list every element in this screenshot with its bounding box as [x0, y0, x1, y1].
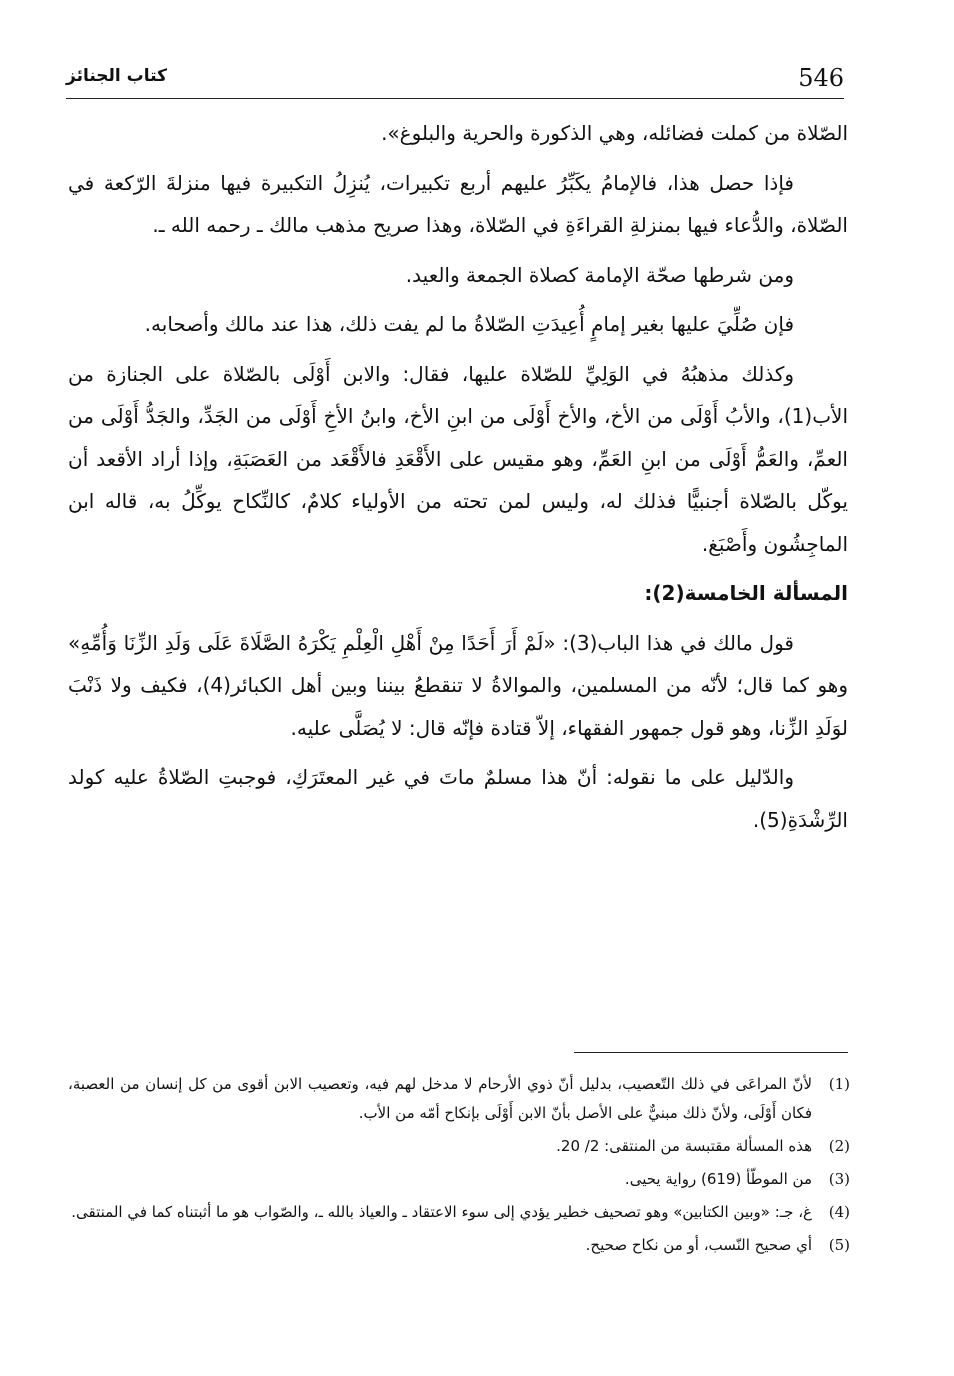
footnote-separator: [574, 1052, 848, 1053]
footnote: [68, 1165, 850, 1194]
footnote-number: (5): [828, 1236, 850, 1254]
paragraph: ومن شرطها صحّة الإمامة كصلاة الجمعة والعيد.: [405, 262, 794, 287]
footnote: [68, 1231, 850, 1260]
paragraph: قول مالك في هذا الباب(3): «لَمْ أَرَ أَحَدًا مِنْ أَهْلِ الْعِلْمِ يَكْرَهُ الصَّلَاةَ عَلَى وَلَدِ الزِّنَا وَأُمِّهِ» وهو كما قال؛ لأنّه من المسلمين، والموالاةُ لا تنقطعُ بيننا وبين أهل الكبائر(4)، فكيف ولا ذَنْبَ لوَلَدِ الزِّنا، وهو قول جمهور الفقهاء، إلاّ قتادة فإنّه قال: لا يُصَلَّى عليه.: [68, 630, 848, 740]
section-heading: المسألة الخامسة(2):: [644, 581, 848, 605]
paragraph: والدّليل على ما نقوله: أنّ هذا مسلمٌ ماتَ في غير المعتَرَكِ، فوجبتِ الصّلاةُ عليه كولد الرِّشْدَةِ(5).: [68, 765, 848, 832]
footnote-text: لأنّ المراعَى في ذلك التّعصيب، بدليل أنّ ذوي الأرحام لا مدخل لهم فيه، وتعصيب الابن أقوى من كل إنسان من العصبة، فكان أَوْلَى، ولأنّ ذلك مبنيٌّ على الأصل بأنّ الابن أَوْلَى بإنكاح أمّه من الأب.: [68, 1075, 812, 1122]
running-title: كتاب الجنائز: [66, 66, 167, 86]
footnote-text: غ، جـ: «وبين الكتابين» وهو تصحيف خطير يؤدي إلى سوء الاعتقاد ـ والعياذ بالله ـ، والصّواب هو ما أثبتناه كما في المنتقى.: [71, 1203, 812, 1221]
page-header: [66, 58, 844, 99]
footnote-text: هذه المسألة مقتبسة من المنتقى: 2/ 20.: [556, 1137, 812, 1155]
main-text: [68, 112, 848, 848]
footnote-number: (4): [828, 1203, 850, 1221]
paragraph: وكذلك مذهبُهُ في الوَلِيِّ للصّلاة عليها، فقال: والابن أَوْلَى بالصّلاة على الجنازة من الأب(1)، والأبُ أَوْلَى من الأخ، والأخ أَوْلَى من ابنِ الأخ، وابنُ الأخِ أَوْلَى من الجَدِّ، والجَدُّ أَوْلَى من العمِّ، والعَمُّ أَوْلَى من ابنِ العَمِّ، وهو مقيس على الأَقْعَدِ فالأَقْعَد من العَصَبَةِ، وإذا أراد الأقعد أن يوكّل بالصّلاة أجنبيًّا فذلك له، وليس لمن تحته من الأولياء كلامٌ، كالنِّكاح يوكِّلُ به، قاله ابن الماجِشُون وأَصْبَغ.: [68, 361, 848, 556]
page-number: 546: [798, 64, 844, 92]
footnote-text: أي صحيح النّسب، أو من نكاح صحيح.: [585, 1236, 812, 1254]
paragraph: الصّلاة من كملت فضائله، وهي الذكورة والحرية والبلوغ».: [381, 121, 848, 145]
footnote: [68, 1198, 850, 1227]
footnote: [68, 1070, 850, 1128]
footnote: [68, 1132, 850, 1161]
paragraph: فإذا حصل هذا، فالإمامُ يكَبِّرُ عليهم أربع تكبيرات، يُنزِلُ التكبيرة فيها منزلةَ الرّكعة في الصّلاة، والدُّعاء فيها بمنزلةِ القراءَةِ في الصّلاة، وهذا صريح مذهب مالك ـ رحمه الله ـ.: [68, 170, 848, 237]
footnote-number: (2): [828, 1137, 850, 1155]
footnotes: [68, 1070, 850, 1264]
paragraph: فإن صُلِّيَ عليها بغير إمامٍ أُعِيدَتِ الصّلاةُ ما لم يفت ذلك، هذا عند مالك وأصحابه.: [144, 312, 794, 336]
footnote-number: (1): [828, 1075, 850, 1093]
footnote-number: (3): [828, 1170, 850, 1188]
footnote-text: من الموطّأ (619) رواية يحيى.: [624, 1170, 812, 1188]
